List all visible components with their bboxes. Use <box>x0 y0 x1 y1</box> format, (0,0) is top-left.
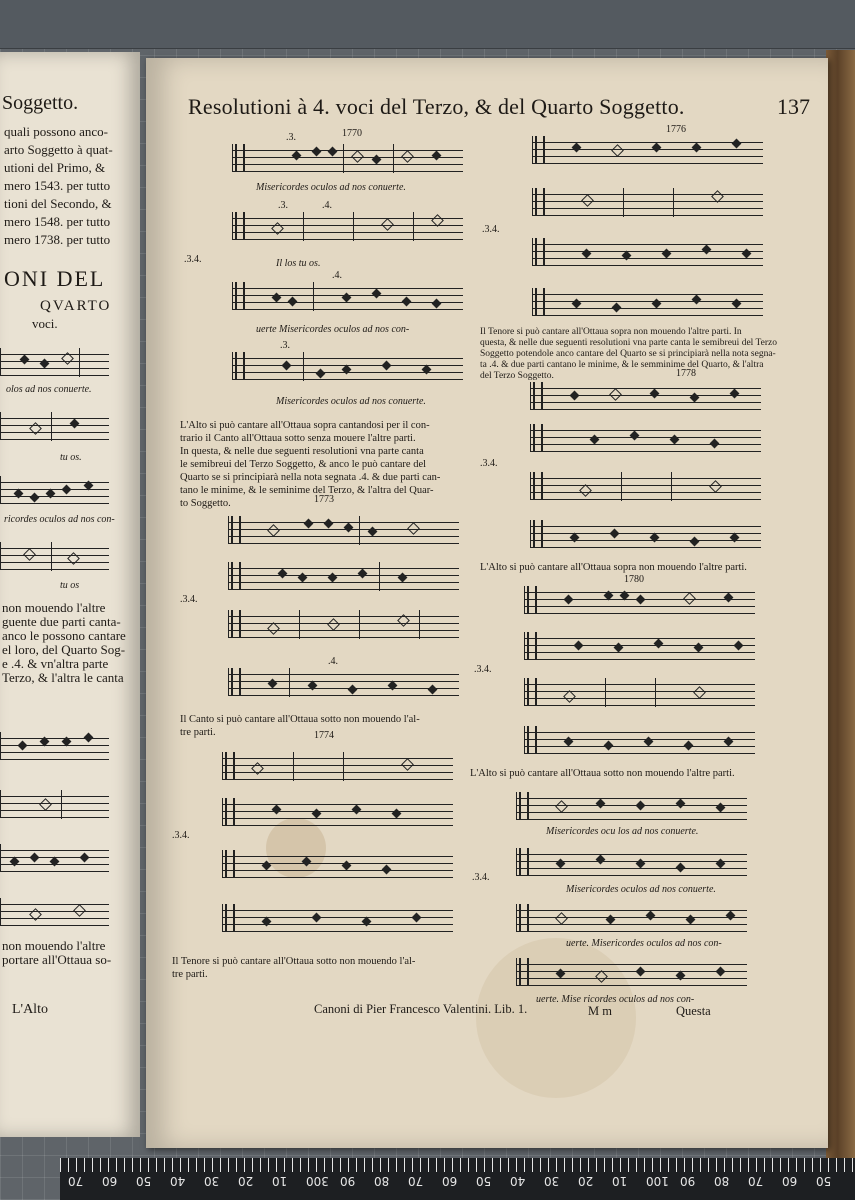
commentary-line: L'Alto si può cantare all'Ottaua sopra cantandosi per il con- <box>180 420 430 431</box>
ruler-label: 10 <box>272 1174 288 1188</box>
commentary-line: Il Tenore si può cantare all'Ottaua sotto non mouendo l'al- <box>172 956 416 967</box>
mark-three: .3. <box>278 200 288 211</box>
left-line: tioni del Secondo, & <box>4 196 112 211</box>
left-line: arto Soggetto à quat- <box>4 142 113 157</box>
left-staff <box>0 844 109 872</box>
signature-mark: M m <box>588 1004 612 1018</box>
left-staff <box>0 348 109 376</box>
ruler-label: 60 <box>782 1174 798 1188</box>
footer-title: Canoni di Pier Francesco Valentini. Lib. 1. <box>314 1002 528 1016</box>
commentary-line: Soggetto potendole anco cantare del Quarto se si principiarà nella nota segna- <box>480 349 776 359</box>
left-text: non mouendo l'altre <box>2 938 106 953</box>
left-staff <box>0 732 109 760</box>
mark-three: .3. <box>280 340 290 351</box>
commentary-line: trario il Canto all'Ottaua sotto senza mouere l'altre parti. <box>180 433 416 444</box>
resolution-number: 1778 <box>676 368 696 379</box>
left-text: portare all'Ottaua so- <box>2 952 112 967</box>
staff <box>530 472 761 500</box>
left-lyric: tu os <box>60 580 80 591</box>
staff <box>524 678 755 706</box>
commentary-line: L'Alto si può cantare all'Ottaua sopra non mouendo l'altre parti. <box>480 562 747 573</box>
staff <box>222 904 453 932</box>
resolution-number: 1770 <box>342 128 362 139</box>
ruler-label: 10 <box>612 1174 628 1188</box>
staff <box>516 848 747 876</box>
staff <box>532 288 763 316</box>
left-lyric: olos ad nos conuerte. <box>6 384 92 395</box>
staff <box>222 850 453 878</box>
top-ruler <box>0 0 855 49</box>
commentary-line: L'Alto si può cantare all'Ottaua sotto non mouendo l'altre parti. <box>470 768 735 779</box>
ruler-label: 70 <box>68 1174 84 1188</box>
left-line: utioni del Primo, & <box>4 160 106 175</box>
mark-three-four: .3.4. <box>472 872 490 883</box>
ruler-label: 40 <box>170 1174 186 1188</box>
resolution-number: 1774 <box>314 730 334 741</box>
commentary-line: to Soggetto. <box>180 498 231 509</box>
page-number: 137 <box>777 94 810 119</box>
bottom-ruler <box>60 1158 855 1200</box>
mark-three-four: .3.4. <box>482 224 500 235</box>
ruler-label: 30 <box>544 1174 560 1188</box>
lyric: Misericordes oculos ad nos conuerte. <box>276 396 426 407</box>
staff <box>232 352 463 380</box>
ruler-label: 70 <box>408 1174 424 1188</box>
staff <box>232 144 463 172</box>
lyric: Misericordes oculos ad nos conuerte. <box>566 884 716 895</box>
mark-three-four: .3.4. <box>180 594 198 605</box>
commentary-line: Il Canto si può cantare all'Ottaua sotto non mouendo l'al- <box>180 714 420 725</box>
mark-four: .4. <box>322 200 332 211</box>
ruler-label: 80 <box>714 1174 730 1188</box>
left-heading: Soggetto. <box>2 92 79 114</box>
ruler-label: 300 <box>306 1174 329 1188</box>
staff <box>228 668 459 696</box>
staff <box>516 904 747 932</box>
ruler-label: 70 <box>748 1174 764 1188</box>
left-text: Terzo, & l'altra le canta <box>2 670 124 685</box>
ruler-label: 50 <box>816 1174 832 1188</box>
staff <box>228 516 459 544</box>
lyric: Misericordes oculos ad nos conuerte. <box>256 182 406 193</box>
resolution-number: 1780 <box>624 574 644 585</box>
staff <box>524 726 755 754</box>
catchword: Questa <box>676 1004 711 1018</box>
left-title: ONI DEL <box>4 266 106 291</box>
staff <box>532 136 763 164</box>
commentary-line: tano le minime, & le seminime del Terzo, & l'altra del Quar- <box>180 485 434 496</box>
left-text: anco le possono cantare <box>2 628 126 643</box>
left-catchword: L'Alto <box>12 1002 48 1017</box>
lyric: Il los tu os. <box>276 258 321 269</box>
left-line: mero 1738. per tutto <box>4 232 111 247</box>
page-header: Resolutioni à 4. voci del Terzo, & del Quarto Soggetto. <box>188 94 685 119</box>
ruler-label: 90 <box>340 1174 356 1188</box>
left-line: mero 1548. per tutto <box>4 214 111 229</box>
staff <box>232 282 463 310</box>
left-staff <box>0 476 109 504</box>
ruler-label: 50 <box>476 1174 492 1188</box>
lyric: Misericordes ocu los ad nos conuerte. <box>546 826 699 837</box>
ruler-label: 50 <box>136 1174 152 1188</box>
left-line: mero 1543. per tutto <box>4 178 111 193</box>
resolution-number: 1776 <box>666 124 686 135</box>
staff <box>232 212 463 240</box>
mark-three-four: .3.4. <box>184 254 202 265</box>
left-text: guente due parti canta- <box>2 614 121 629</box>
ruler-label: 40 <box>510 1174 526 1188</box>
left-lyric: ricordes oculos ad nos con- <box>4 514 115 525</box>
staff <box>532 238 763 266</box>
left-text: el loro, del Quarto Sog- <box>2 642 126 657</box>
staff <box>532 188 763 216</box>
left-subtitle2: voci. <box>32 316 58 331</box>
mark-four: .4. <box>332 270 342 281</box>
left-text: non mouendo l'altre <box>2 600 106 615</box>
left-lyric: tu os. <box>60 452 82 463</box>
left-line: quali possono anco- <box>4 124 108 139</box>
commentary-line: ta .4. & due parti cantano le minime, & le semminime del Quarto, & l'altra <box>480 360 764 370</box>
commentary-line: questa, & nelle due seguenti resolutioni vna parte canta le semibreui del Terzo <box>480 338 777 348</box>
book-cover-edge <box>826 50 855 1160</box>
staff <box>530 424 761 452</box>
commentary-line: In questa, & nelle due seguenti resolutioni vna parte canta <box>180 446 424 457</box>
staff <box>222 798 453 826</box>
mark-three-four: .3.4. <box>474 664 492 675</box>
ruler-label: 20 <box>238 1174 254 1188</box>
lyric: uerte Misericordes oculos ad nos con- <box>256 324 410 335</box>
lyric: uerte. Mise ricordes oculos ad nos con- <box>536 994 695 1005</box>
staff <box>516 958 747 986</box>
staff <box>222 752 453 780</box>
left-staff <box>0 790 109 818</box>
commentary-line: del Terzo Soggetto. <box>480 371 554 381</box>
commentary-line: tre parti. <box>180 727 216 738</box>
left-text: e .4. & vn'altra parte <box>2 656 109 671</box>
right-page <box>146 58 828 1148</box>
staff <box>228 562 459 590</box>
staff <box>524 586 755 614</box>
lyric: uerte. Misericordes oculos ad nos con- <box>566 938 722 949</box>
mark-four: .4. <box>328 656 338 667</box>
ruler-label: 60 <box>102 1174 118 1188</box>
ruler-label: 60 <box>442 1174 458 1188</box>
ruler-label: 90 <box>680 1174 696 1188</box>
mark-three: .3. <box>286 132 296 143</box>
ruler-label: 80 <box>374 1174 390 1188</box>
left-page <box>0 52 140 1137</box>
staff <box>516 792 747 820</box>
staff <box>530 382 761 410</box>
resolution-number: 1773 <box>314 494 334 505</box>
commentary-line: le semibreui del Terzo Soggetto, & anco le può cantare del <box>180 459 427 470</box>
left-staff <box>0 898 109 926</box>
staff <box>524 632 755 660</box>
ruler-label: 100 <box>646 1174 669 1188</box>
commentary-line: Quarto se si principiarà nella nota segnata .4. & due parti can- <box>180 472 441 483</box>
mark-three-four: .3.4. <box>172 830 190 841</box>
left-staff <box>0 542 109 570</box>
staff <box>530 520 761 548</box>
mark-three-four: .3.4. <box>480 458 498 469</box>
staff <box>228 610 459 638</box>
commentary-line: tre parti. <box>172 969 208 980</box>
ruler-label: 30 <box>204 1174 220 1188</box>
left-subtitle: QVARTO <box>40 298 112 314</box>
commentary-line: Il Tenore si può cantare all'Ottaua sopra non mouendo l'altre parti. In <box>480 327 742 337</box>
ruler-label: 20 <box>578 1174 594 1188</box>
left-staff <box>0 412 109 440</box>
